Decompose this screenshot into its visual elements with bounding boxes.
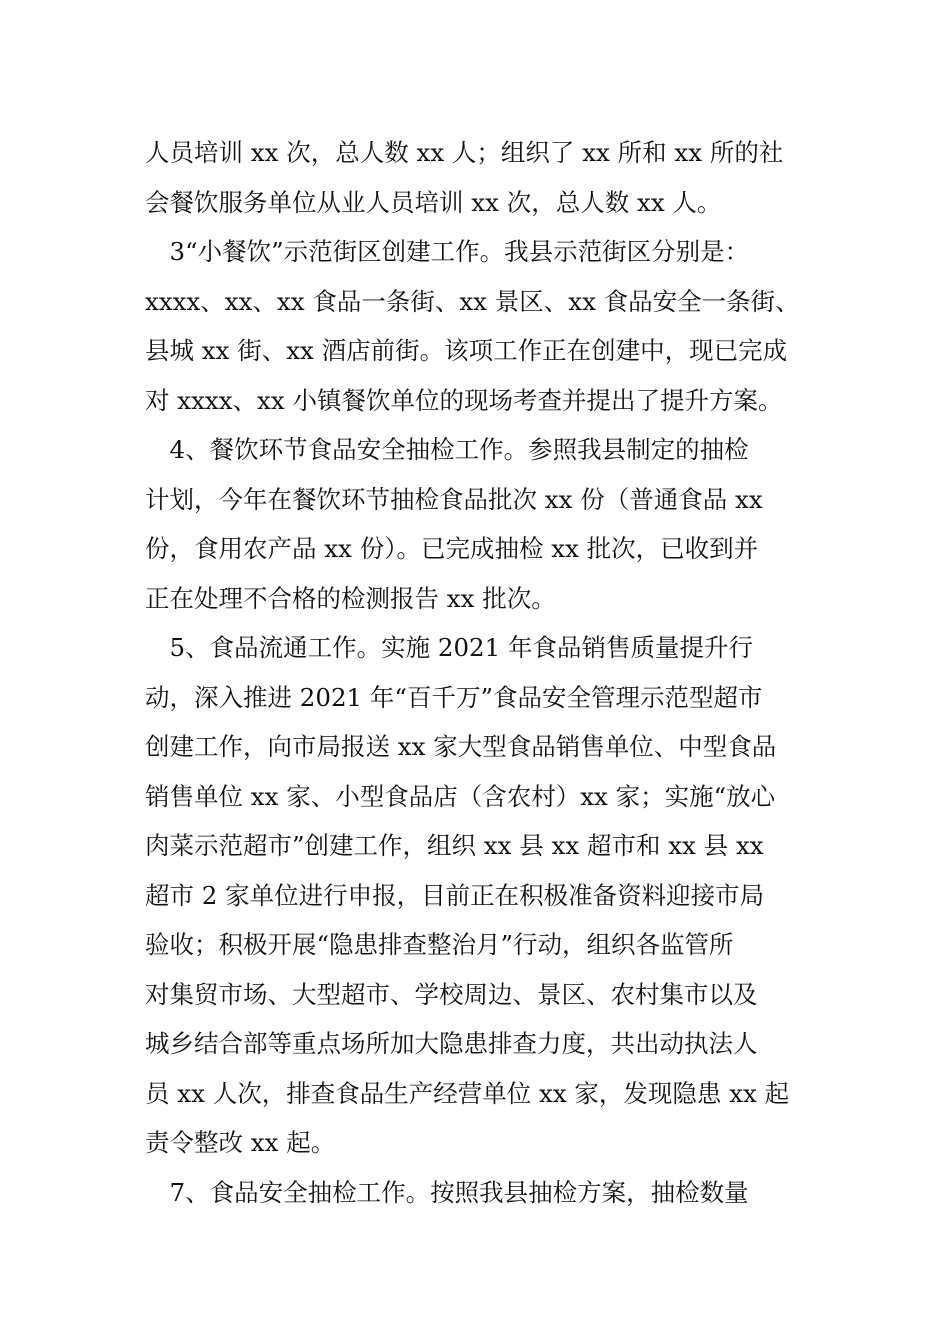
text-line: 验收；积极开展“隐患排查整治月”行动，组织各监管所 [145,930,734,959]
document-body [145,128,825,1217]
text-line: 5、食品流通工作。实施 2021 年食品销售质量提升行 [145,633,754,662]
text-line: 会餐饮服务单位从业人员培训 xx 次，总人数 xx 人。 [145,187,722,217]
text-line: 对 xxxx、xx 小镇餐饮单位的现场考查并提出了提升方案。 [145,385,783,415]
text-line: 正在处理不合格的检测报告 xx 批次。 [145,583,556,613]
text-line: 7、食品安全抽检工作。按照我县抽检方案，抽检数量 [145,1177,749,1207]
text-line: 动，深入推进 2021 年“百千万”食品安全管理示范型超市 [145,682,763,712]
text-line: 3“小餐饮”示范街区创建工作。我县示范街区分别是： [145,237,750,266]
text-line: 员 xx 人次，排查食品生产经营单位 xx 家，发现隐患 xx 起 [145,1078,790,1108]
text-line: 责令整改 xx 起。 [145,1128,336,1157]
text-line: 人员培训 xx 次，总人数 xx 人；组织了 xx 所和 xx 所的社 [145,138,784,167]
text-line: 超市 2 家单位进行申报，目前正在积极准备资料迎接市局 [145,880,765,910]
text-line: 城乡结合部等重点场所加大隐患排查力度，共出动执法人 [145,1029,758,1058]
text-line: 肉菜示范超市”创建工作，组织 xx 县 xx 超市和 xx 县 xx [145,831,764,860]
text-line: 份，食用农产品 xx 份）。已完成抽检 xx 批次，已收到并 [145,534,759,563]
text-line: 计划，今年在餐饮环节抽检食品批次 xx 份（普通食品 xx [145,484,763,514]
text-line: xxxx、xx、xx 食品一条街、xx 景区、xx 食品安全一条街、 [145,286,800,316]
text-line: 县城 xx 街、xx 酒店前街。该项工作正在创建中，现已完成 [145,336,788,365]
text-line: 销售单位 xx 家、小型食品店（含农村）xx 家；实施“放心 [145,781,776,811]
text-line: 对集贸市场、大型超市、学校周边、景区、农村集市以及 [145,979,758,1009]
text-line: 创建工作，向市局报送 xx 家大型食品销售单位、中型食品 [145,732,777,761]
text-line: 4、餐饮环节食品安全抽检工作。参照我县制定的抽检 [145,435,749,464]
